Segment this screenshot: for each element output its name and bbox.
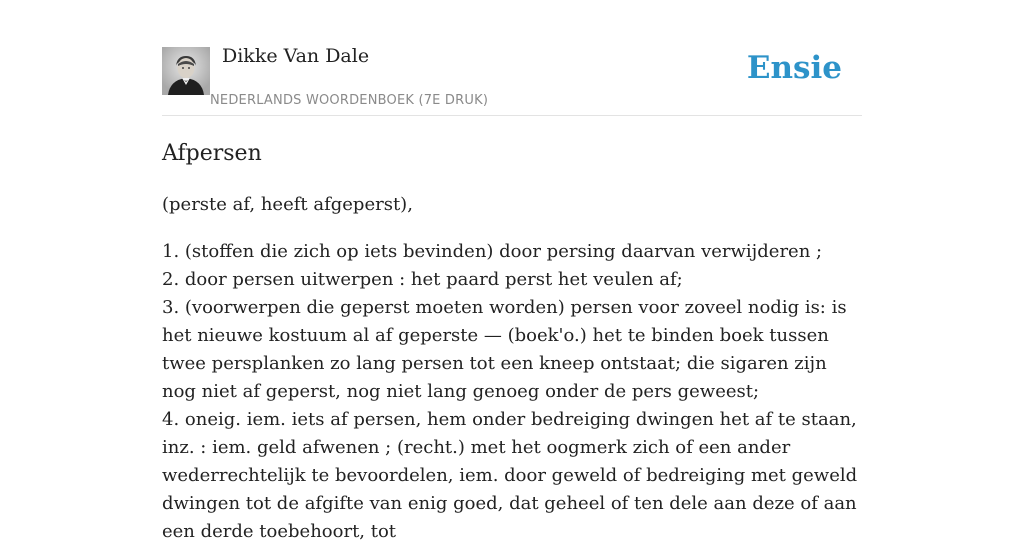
entry-content	[162, 138, 864, 546]
page-title: Afpersen	[162, 141, 262, 166]
author-name[interactable]: Dikke Van Dale	[222, 45, 370, 67]
definition-list	[162, 238, 864, 546]
brand-logo[interactable]: Ensie	[746, 50, 842, 86]
grammar-note: (perste af, heeft afgeperst),	[162, 194, 413, 215]
definition-item: 1. (stoffen die zich op iets bevinden) door persing daarvan verwijderen ;	[162, 241, 823, 262]
definition-item: 3. (voorwerpen die geperst moeten worden) persen voor zoveel nodig is: is het nieuwe kostuum al af geperste — (boek'o.) het te binden boek tussen twee persplanken zo lang persen tot een kneep ontstaat; die sigaren zijn nog niet af geperst, nog niet lang genoeg onder de pers geweest;	[162, 297, 847, 402]
definition-item: 4. oneig. iem. iets af persen, hem onder bedreiging dwingen het af te staan, inz. : iem. geld afwenen ; (recht.) met het oogmerk zich of een ander wederrechtelijk te bevoordelen, iem. door geweld of bedreiging met geweld dwingen tot de afgifte van enig goed, dat geheel of ten dele aan deze of aan een derde toebehoort, tot	[162, 409, 858, 542]
definition-item: 2. door persen uitwerpen : het paard perst het veulen af;	[162, 269, 683, 290]
author-portrait-icon	[162, 47, 210, 95]
source-label[interactable]: NEDERLANDS WOORDENBOEK (7E DRUK)	[210, 93, 489, 108]
header	[162, 0, 862, 116]
avatar[interactable]	[162, 47, 210, 95]
